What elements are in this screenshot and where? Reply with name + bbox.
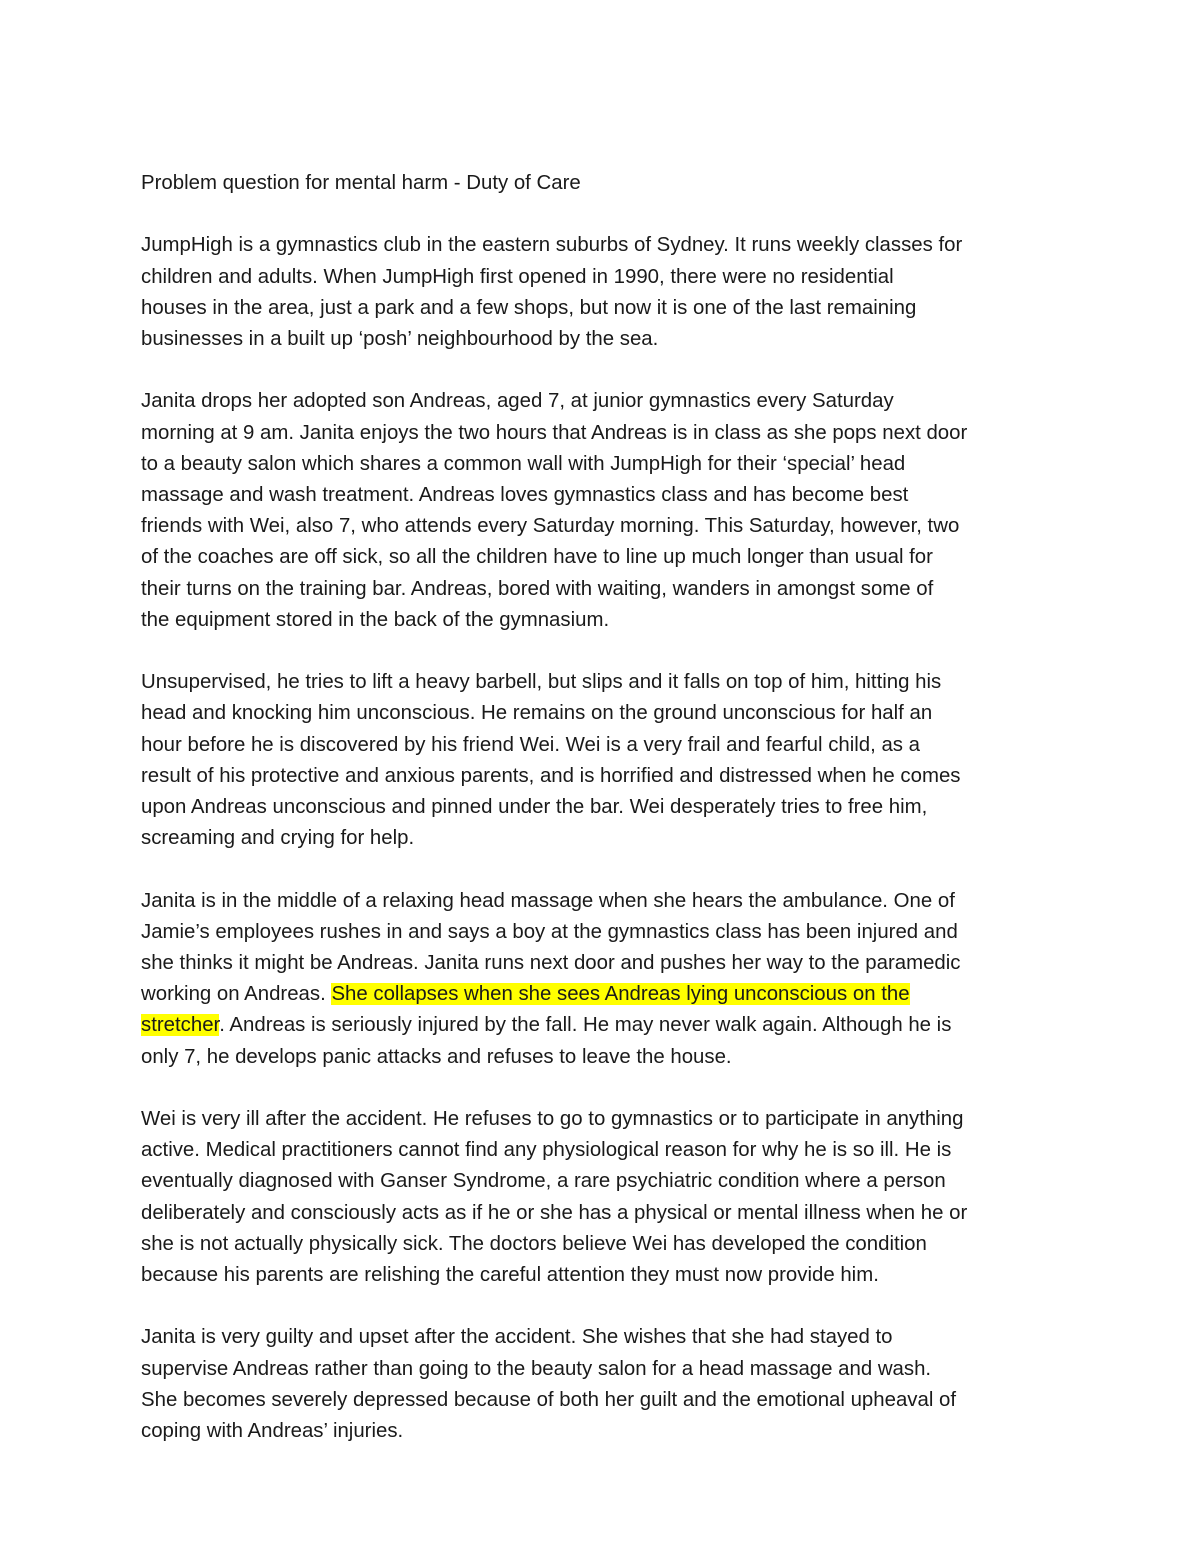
paragraph-line: Jamie’s employees rushes in and says a boy at the gymnastics class has been injured and [141,920,958,943]
paragraph-line [141,1010,1071,1041]
document-title: Problem question for mental harm - Duty of Care [141,172,581,194]
paragraph-line: the equipment stored in the back of the gymnasium. [141,608,610,631]
paragraph-line: Wei is very ill after the accident. He refuses to go to gymnastics or to participate in anything [141,1108,964,1131]
paragraph-line: to a beauty salon which shares a common wall with JumpHigh for their ‘special’ head [141,452,906,475]
line-text: . Andreas is seriously injured by the fall. He may never walk again. Although he is [219,1014,952,1037]
paragraph-line: their turns on the training bar. Andreas, bored with waiting, wanders in amongst some of [141,577,934,600]
paragraph-line: deliberately and consciously acts as if he or she has a physical or mental illness when he or [141,1201,968,1224]
paragraph-line: active. Medical practitioners cannot find any physiological reason for why he is so ill. He is [141,1139,952,1162]
paragraph-2 [141,386,1071,636]
line-text: working on Andreas. [141,983,332,1006]
paragraph-5 [141,1104,1071,1291]
paragraph-line: She becomes severely depressed because of both her guilt and the emotional upheaval of [141,1388,957,1411]
paragraph-line: friends with Wei, also 7, who attends every Saturday morning. This Saturday, however, two [141,515,960,538]
paragraph-line: morning at 9 am. Janita enjoys the two hours that Andreas is in class as she pops next door [141,421,968,444]
paragraph-line: upon Andreas unconscious and pinned under the bar. Wei desperately tries to free him, [141,796,928,819]
paragraph-3 [141,667,1071,854]
paragraph-line: screaming and crying for help. [141,827,415,850]
paragraph-line: children and adults. When JumpHigh first opened in 1990, there were no residential [141,265,894,288]
paragraph-line: she thinks it might be Andreas. Janita runs next door and pushes her way to the paramedic [141,952,961,975]
paragraph-line: Unsupervised, he tries to lift a heavy barbell, but slips and it falls on top of him, hitting his [141,671,942,694]
paragraph-4 [141,886,1071,1073]
paragraph-line: businesses in a built up ‘posh’ neighbourhood by the sea. [141,328,659,350]
paragraph-line: of the coaches are off sick, so all the children have to line up much longer than usual for [141,546,933,569]
paragraph-line: coping with Andreas’ injuries. [141,1420,404,1443]
paragraph-line: result of his protective and anxious parents, and is horrified and distressed when he comes [141,764,961,787]
paragraph-6 [141,1322,1071,1447]
paragraph-line: JumpHigh is a gymnastics club in the eastern suburbs of Sydney. It runs weekly classes for [141,234,963,257]
highlighted-text: She collapses when she sees Andreas lying unconscious on the [331,983,910,1006]
paragraph-line: head and knocking him unconscious. He remains on the ground unconscious for half an [141,702,933,725]
paragraph-line: Janita is in the middle of a relaxing head massage when she hears the ambulance. One of [141,889,955,912]
paragraph-1 [141,230,1071,355]
paragraph-line: Janita drops her adopted son Andreas, aged 7, at junior gymnastics every Saturday [141,390,894,413]
paragraph-line [141,979,1071,1010]
document-page [141,168,1071,1478]
paragraph-line: she is not actually physically sick. The doctors believe Wei has developed the condition [141,1232,927,1255]
paragraph-line: hour before he is discovered by his friend Wei. Wei is a very frail and fearful child, as a [141,733,920,756]
paragraph-line: supervise Andreas rather than going to the beauty salon for a head massage and wash. [141,1357,932,1380]
paragraph-line: only 7, he develops panic attacks and refuses to leave the house. [141,1045,732,1068]
highlighted-text: stretcher [141,1014,220,1037]
paragraph-line: eventually diagnosed with Ganser Syndrome, a rare psychiatric condition where a person [141,1170,946,1193]
paragraph-line: houses in the area, just a park and a few shops, but now it is one of the last remaining [141,296,917,319]
paragraph-line: Janita is very guilty and upset after the accident. She wishes that she had stayed to [141,1326,893,1349]
paragraph-line: because his parents are relishing the careful attention they must now provide him. [141,1264,879,1287]
paragraph-line: massage and wash treatment. Andreas loves gymnastics class and has become best [141,484,909,506]
